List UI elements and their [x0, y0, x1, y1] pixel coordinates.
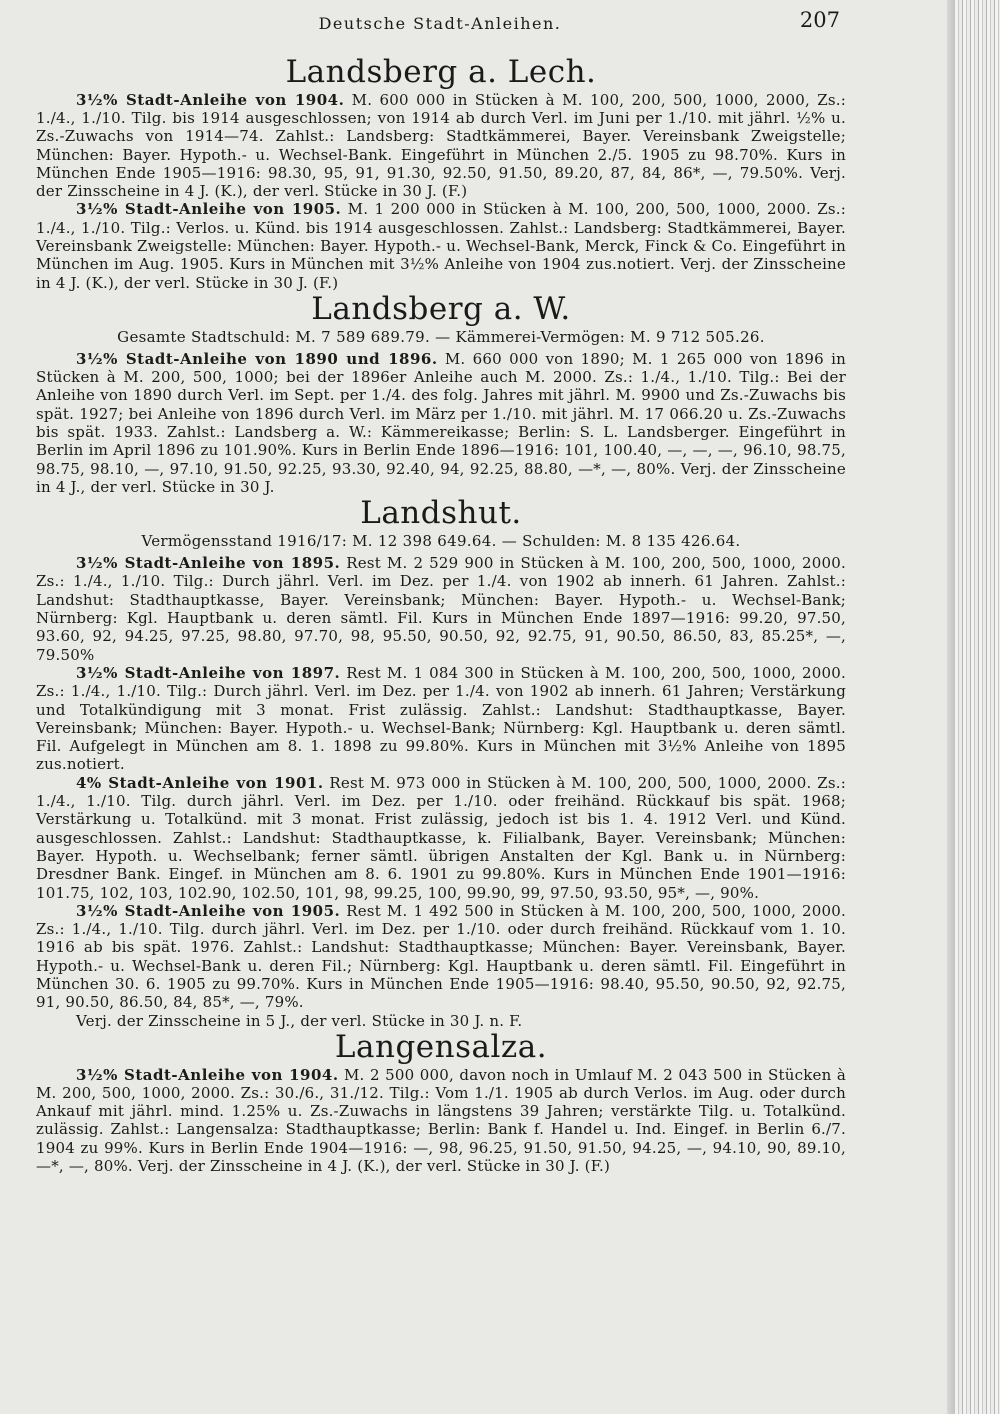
loan-text: M. 1 200 000 in Stücken à M. 100, 200, 500, 1000, 2000. Zs.: 1./4., 1./10. Tilg.: Verlos. u. Künd. bis 1914 ausgeschlossen. Zahlst.: Landsberg: Stadtkämmerei, Bayer. Vereinsbank Zweigstelle: München: Bayer. Hypoth.- u. Wechsel-Bank, Merck, Finck & Co. Eingeführt in München im Aug. 1905. Kurs in München mit 3½% Anleihe von 1904 zus.notiert. Verj. der Zinsscheine in 4 J. (K.), der verl. Stücke in 30 J. (F.): [36, 200, 847, 292]
debt-summary: Gesamte Stadtschuld: M. 7 589 689.79. — Kämmerei-Vermögen: M. 9 712 505.26.: [117, 327, 765, 346]
loan-heading: 3½% Stadt-Anleihe von 1904.: [76, 1065, 339, 1084]
loan-text: Rest M. 1 084 300 in Stücken à M. 100, 200, 500, 1000, 2000. Zs.: 1./4., 1./10. Tilg.: Durch jährl. Verl. im Dez. per 1./4. von 1902 ab innerh. 61 Jahren; Verstärkung und Totalkündigung mit 3 monat. Frist zulässig. Zahlst.: Landshut: Stadthauptkasse, Bayer. Vereinsbank; München: Bayer. Hypoth.- u. Wechsel-Bank; Nürnberg: Kgl. Hauptbank u. deren sämtl. Fil. Aufgelegt in München am 8. 1. 1898 zu 99.80%. Kurs in München mit 3½% Anleihe von 1895 zus.notiert.: [36, 663, 846, 774]
loan-entry: [36, 554, 846, 664]
loan-entry: [36, 200, 846, 291]
section-title-landsberg-w: Landsberg a. W.: [311, 290, 571, 327]
loan-heading: 3½% Stadt-Anleihe von 1905.: [76, 200, 342, 219]
loan-entry: [36, 664, 846, 774]
running-title: Deutsche Stadt-Anleihen.: [318, 14, 562, 33]
loan-text: Rest M. 2 529 900 in Stücken à M. 100, 200, 500, 1000, 2000. Zs.: 1./4., 1./10. Tilg.: Durch jährl. Verl. im Dez. per 1./4. von 1902 ab innerh. 61 Jahren. Zahlst.: Landshut: Stadthauptkasse, Bayer. Vereinsbank; München: Bayer. Hypoth.- u. Wechsel-Bank; Nürnberg: Kgl. Hauptbank u. deren sämtl. Fil. Kurs in München Ende 1897—1916: 99.20, 97.50, 93.60, 92, 94.25, 97.25, 98.80, 97.70, 98, 95.50, 90.50, 92, 92.75, 91, 90.50, 86.50, 83, 85.25*, —, 79.50%: [36, 554, 846, 664]
loan-heading: 3½% Stadt-Anleihe von 1897.: [76, 663, 341, 682]
section-footnote: Verj. der Zinsscheine in 5 J., der verl. Stücke in 30 J. n. F.: [76, 1011, 523, 1030]
loan-heading: 3½% Stadt-Anleihe von 1895.: [76, 554, 341, 573]
loan-heading: 3½% Stadt-Anleihe von 1905.: [76, 901, 341, 920]
loan-entry: [36, 1066, 846, 1176]
page-header: [40, 8, 840, 44]
loan-heading: 3½% Stadt-Anleihe von 1904.: [76, 90, 345, 109]
loan-text: Rest M. 973 000 in Stücken à M. 100, 200, 500, 1000, 2000. Zs.: 1./4., 1./10. Tilg. durch jährl. Verl. im Dez. per 1./10. oder freihänd. Rückkauf bis spät. 1968; Verstärkung u. Totalkünd. mit 3 monat. Frist zulässig, jedoch ist bis 1. 4. 1912 Verl. und Künd. ausgeschlossen. Zahlst.: Landshut: Stadthauptkasse, k. Filialbank, Bayer. Vereinsbank; München: Bayer. Hypoth. u. Wechselbank; ferner sämtl. übrigen Anstalten der Kgl. Bank u. in Nürnberg: Dresdner Bank. Eingef. in München am 8. 6. 1901 zu 99.80%. Kurs in München Ende 1901—1916: 101.75, 102, 103, 102.90, 102.50, 101, 98, 99.25, 100, 99.90, 99, 97.50, 93.50, 95*, —, 90%.: [36, 773, 846, 902]
section-title-landshut: Landshut.: [360, 495, 522, 532]
loan-entry: [36, 350, 846, 496]
loan-text: Rest M. 1 492 500 in Stücken à M. 100, 200, 500, 1000, 2000. Zs.: 1./4., 1./10. Tilg. durch jährl. Verl. im Dez. per 1./10. oder durch freihänd. Rückkauf vom 1. 10. 1916 ab bis spät. 1976. Zahlst.: Landshut: Stadthauptkasse; München: Bayer. Vereinsbank, Bayer. Hypoth.- u. Wechsel-Bank u. deren Fil.; Nürnberg: Kgl. Hauptbank u. deren sämtl. Fil. Eingeführt in München 30. 6. 1905 zu 99.70%. Kurs in München Ende 1905—1916: 98.40, 95.50, 90.50, 92, 92.75, 91, 90.50, 86.50, 84, 85*, —, 79%.: [36, 901, 846, 1012]
loan-entry: [36, 91, 846, 201]
loan-entry: [36, 902, 846, 1012]
loan-heading: 4% Stadt-Anleihe von 1901.: [76, 773, 324, 792]
book-page-edges: [955, 0, 1000, 1414]
section-title-langensalza: Langensalza.: [334, 1028, 548, 1065]
loan-text: M. 660 000 von 1890; M. 1 265 000 von 1896 in Stücken à M. 200, 500, 1000; bei der 1896er Anleihe auch M. 2000. Zs.: 1./4., 1./10. Tilg.: Bei der Anleihe von 1890 durch Verl. im Sept. per 1./4. des folg. Jahres mit jährl. M. 9900 und Zs.-Zuwachs bis spät. 1927; bei Anleihe von 1896 durch Verl. im März per 1./10. mit jährl. M. 17 066.20 u. Zs.-Zuwachs bis spät. 1933. Zahlst.: Landsberg a. W.: Kämmereikasse; Berlin: S. L. Landsberger. Eingeführt in Berlin im April 1896 zu 101.90%. Kurs in Berlin Ende 1896—1916: 101, 100.40, —, —, —, 96.10, 98.75, 98.75, 98.10, —, 97.10, 91.50, 92.25, 93.30, 92.40, 94, 92.25, 88.80, —*, —, 80%. Verj. der Zinsscheine in 4 J., der verl. Stücke in 30 J.: [36, 349, 846, 496]
page-number: 207: [799, 8, 840, 32]
section-title-landsberg-lech: Landsberg a. Lech.: [285, 54, 597, 90]
page-content: [36, 55, 846, 1175]
debt-summary: Vermögensstand 1916/17: M. 12 398 649.64. — Schulden: M. 8 135 426.64.: [141, 531, 741, 550]
loan-entry: [36, 774, 846, 902]
loan-heading: 3½% Stadt-Anleihe von 1890 und 1896.: [76, 349, 438, 368]
loan-text: M. 600 000 in Stücken à M. 100, 200, 500, 1000, 2000, Zs.: 1./4., 1./10. Tilg. bis 1914 ausgeschlossen; von 1914 ab durch Verl. im Juni per 1./10. mit jährl. ½% u. Zs.-Zuwachs von 1914—74. Zahlst.: Landsberg: Stadtkämmerei, Bayer. Vereinsbank Zweigstelle; München: Bayer. Hypoth.- u. Wechsel-Bank. Eingeführt in München 2./5. 1905 zu 98.70%. Kurs in München Ende 1905—1916: 98.30, 95, 91, 91.30, 92.50, 91.50, 89.20, 87, 84, 86*, —, 79.50%. Verj. der Zinsscheine in 4 J. (K.), der verl. Stücke in 30 J. (F.): [36, 90, 847, 201]
loan-text: M. 2 500 000, davon noch in Umlauf M. 2 043 500 in Stücken à M. 200, 500, 1000, 2000. Zs.: 30./6., 31./12. Tilg.: Vom 1./1. 1905 ab durch Verlos. im Aug. oder durch Ankauf mit jährl. mind. 1.25% u. Zs.-Zuwachs in längstens 39 Jahren; verstärkte Tilg. u. Totalkünd. zulässig. Zahlst.: Langensalza: Stadthauptkasse; Berlin: Bank f. Handel u. Ind. Eingef. in Berlin 6./7. 1904 zu 99%. Kurs in Berlin Ende 1904—1916: —, 98, 96.25, 91.50, 91.50, 94.25, —, 94.10, 90, 89.10, —*, —, 80%. Verj. der Zinsscheine in 4 J. (K.), der verl. Stücke in 30 J. (F.): [36, 1065, 847, 1175]
